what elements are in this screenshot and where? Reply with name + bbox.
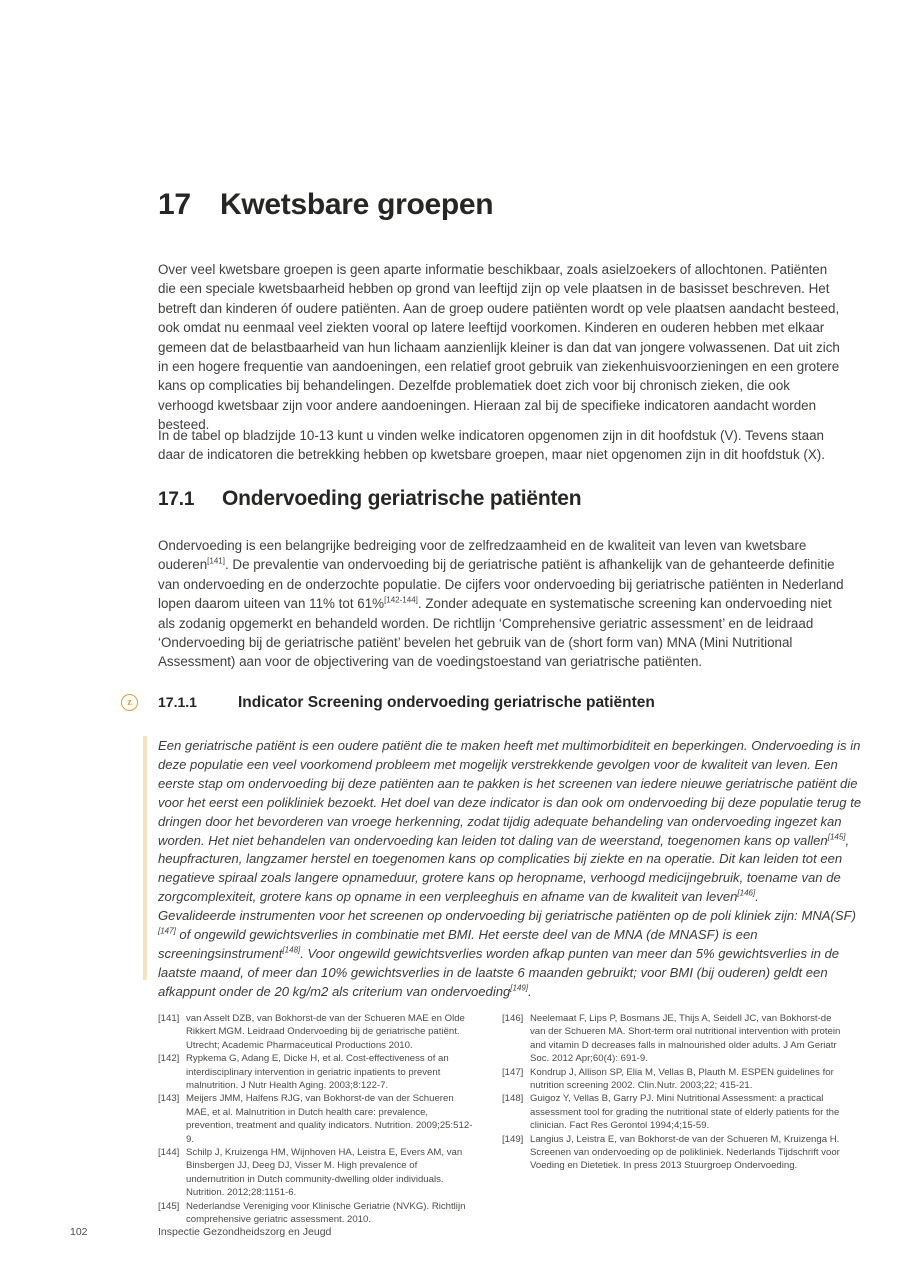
footnote — [502, 1092, 848, 1132]
footnote-label: [144] — [158, 1147, 180, 1159]
footnote — [158, 1092, 478, 1146]
footnote-label: [148] — [502, 1093, 524, 1105]
footnote — [502, 1066, 848, 1093]
chapter-title: Kwetsbare groepen — [220, 188, 494, 221]
circled-z-icon — [121, 694, 138, 711]
footnote — [158, 1200, 478, 1227]
intro-paragraph: Over veel kwetsbare groepen is geen aparte informatie beschikbaar, zoals asielzoekers of allochtonen. Patiënten die een speciale kwetsbaarheid hebben op grond van leeftijd zijn op vele plaatsen in de basisset beschreven. Het betreft dan kinderen óf oudere patiënten. Aan de groep oudere patiënten wordt op vele plaatsen aandacht besteed, ook omdat nu eenmaal veel ziekten vooral op latere leeftijd voorkomen. Kinderen en ouderen hebben met elkaar gemeen dat de belastbaarheid van hun lichaam aanzienlijk kleiner is dan dat van jongere volwassenen. Dat uit zich in een hogere frequentie van aandoeningen, een relatief groot gebruik van ziekenhuisvoorzieningen en een grotere kans op complicaties bij behandelingen. Dezelfde problematiek doet zich voor bij chronisch zieken, die ook verhoogd kwetsbaar zijn voor andere aandoeningen. Hieraan zal bij de specifieke indicatoren aandacht worden besteed. — [158, 262, 840, 433]
footnote-text: Nederlandse Vereniging voor Klinische Geriatrie (NVKG). Richtlijn comprehensive geriatric assessment. 2010. — [186, 1200, 466, 1226]
footnote-label: [146] — [502, 1013, 524, 1024]
footnote — [502, 1133, 848, 1173]
indicator-description — [158, 737, 862, 1002]
footnote-text: van Asselt DZB, van Bokhorst-de van der Schueren MAE en Olde Rikkert MGM. Leidraad Ondervoeding bij de geriatrische patiënt. Utrecht; Academic Pharmaceutical Productions 2010. — [186, 1013, 465, 1051]
footnote — [158, 1012, 478, 1052]
subsection-title: Indicator Screening ondervoeding geriatrische patiënten — [238, 694, 655, 711]
footnote-label: [149] — [502, 1133, 524, 1145]
footnote-text: Schilp J, Kruizenga HM, Wijnhoven HA, Leistra E, Evers AM, van Binsbergen JJ, Deeg DJ, Visser M. High prevalence of undernutrition in Dutch community-dwelling older individuals. Nutrition. 2012;28:1151-6. — [186, 1147, 463, 1199]
section-number: 17.1 — [158, 489, 195, 510]
indicator-paragraph-1: Een geriatrische patiënt is een oudere patiënt die te maken heeft met multimorbiditeit en beperkingen. Ondervoeding is in deze populatie een veel voorkomend probleem met mogelijk verstrekkende gevolgen voor de kwaliteit van leven. Een eerste stap om ondervoeding bij deze patiënten aan te pakken is het screenen van iedere nieuwe geriatrische patiënt die voor het eerst een polikliniek bezoekt. Het doel van deze indicator is dan ook om ondervoeding bij deze populatie terug te dringen door het bevorderen van vroege herkenning, zodat tijdig adequate behandeling van ondervoeding ingezet kan worden. Het niet behandelen van ondervoeding kan leiden tot daling van de weerstand, toegenomen kans op vallen[145], heupfracturen, langzamer herstel en toegenomen kans op complicaties bij ziekte en na operatie. Dit kan leiden tot een negatieve spiraal zoals langere opnameduur, grotere kans op heropname, verhoogd medicijngebruik, toename van de zorgcomplexiteit, grotere kans op opname in een verpleeghuis en afname van de kwaliteit van leven[146]. — [158, 738, 862, 905]
footnote-label: [143] — [158, 1093, 180, 1105]
footnote-label: [147] — [502, 1066, 524, 1078]
footnote — [158, 1146, 478, 1200]
footnote-label: [145] — [158, 1200, 180, 1212]
subsection-heading — [158, 694, 655, 712]
footnote-text: Langius J, Leistra E, van Bokhorst-de van der Schueren M, Kruizenga H. Screenen van ondervoeding op de polikliniek. Nederlands Tijdschrift voor Voeding en Dietetiek. In press 2013 Stuurgroep Ondervoeding. — [530, 1133, 840, 1172]
footnote-text: Kondrup J, Allison SP, Elia M, Vellas B, Plauth M. ESPEN guidelines for nutrition screening 2002. Clin.Nutr. 2003;22; 415-21. — [530, 1066, 834, 1092]
section-heading — [158, 487, 581, 511]
footnotes-column-right — [502, 1012, 848, 1227]
footnote — [158, 1052, 478, 1092]
footnote-text: Rypkema G, Adang E, Dicke H, et al. Cost-effectiveness of an interdisciplinary intervention in geriatric inpatients to prevent malnutrition. J Nutr Health Aging. 2003;8:122-7. — [186, 1053, 449, 1092]
indicator-accent-bar — [143, 736, 147, 980]
footer-organization: Inspectie Gezondheidszorg en Jeugd — [158, 1226, 332, 1238]
chapter-number: 17 — [158, 188, 191, 221]
footnote-text: Meijers JMM, Halfens RJG, van Bokhorst-de van der Schueren MAE, et al. Malnutrition in Dutch health care: prevalence, prevention, treatment and quality indicators. Nutrition. 2009;25:512-9. — [186, 1093, 473, 1145]
footnote-label: [141] — [158, 1013, 180, 1024]
footnote-text: Neelemaat F, Lips P, Bosmans JE, Thijs A, Seidell JC, van Bokhorst-de van der Schueren MA. Short-term oral nutritional intervention with protein and vitamin D decreases falls in malnourished older adults. J Am Geriatr Soc. 2012 Apr;60(4): 691-9. — [530, 1013, 841, 1065]
table-reference-paragraph: In de tabel op bladzijde 10-13 kunt u vinden welke indicatoren opgenomen zijn in dit hoofdstuk (V). Tevens staan daar de indicatoren die betrekking hebben op kwetsbare groepen, maar niet opgenomen zijn in dit hoofdstuk (X). — [158, 428, 825, 463]
footnote — [502, 1012, 848, 1066]
footnote-label: [142] — [158, 1053, 180, 1065]
page-number: 102 — [70, 1226, 88, 1238]
indicator-paragraph-2: Gevalideerde instrumenten voor het screenen op ondervoeding bij geriatrische patiënten op de poli kliniek zijn: MNA(SF)[147] of ongewild gewichtsverlies in combinatie met BMI. Het eerste deel van de MNA (de MNASF) is een screeningsinstrument[148]. Voor ongewild gewichtsverlies worden afkap punten van meer dan 5% gewichtsverlies in de laatste maand, of meer dan 10% gewichtsverlies in de laatste 6 maanden gebruikt; voor BMI (bij ouderen) geldt een afkappunt onder de 20 kg/m2 als criterium van ondervoeding[149]. — [158, 908, 856, 999]
chapter-heading — [158, 188, 493, 222]
section-paragraph: Ondervoeding is een belangrijke bedreiging voor de zelfredzaamheid en de kwaliteit van leven van kwetsbare ouderen[141]. De prevalentie van ondervoeding bij de geriatrische patiënt is afhankelijk van de gehanteerde definitie van ondervoeding en de onderzochte populatie. De cijfers voor ondervoeding bij geriatrische patiënten in Nederland lopen daarom uiteen van 11% tot 61%[142-144]. Zonder adequate en systematische screening kan ondervoeding niet als zodanig opgemerkt en behandeld worden. De richtlijn ‘Comprehensive geriatric assessment’ en de leidraad ‘Ondervoeding bij de geriatrische patiënt’ bevelen het gebruik van de (short form van) MNA (Mini Nutritional Assessment) aan voor de objectivering van de voedingstoestand van geriatrische patiënten. — [158, 538, 844, 670]
subsection-number: 17.1.1 — [158, 694, 197, 710]
indicator-icon-letter: z — [127, 697, 132, 708]
section-title: Ondervoeding geriatrische patiënten — [222, 487, 582, 510]
footnote-text: Guigoz Y, Vellas B, Garry PJ. Mini Nutritional Assessment: a practical assessment tool for grading the nutritional state of elderly patients for the clinician. Fact Res Gerontol 1994;4;15-59. — [530, 1093, 840, 1132]
footnotes-column-left — [158, 1012, 478, 1227]
footnotes — [158, 1012, 848, 1227]
